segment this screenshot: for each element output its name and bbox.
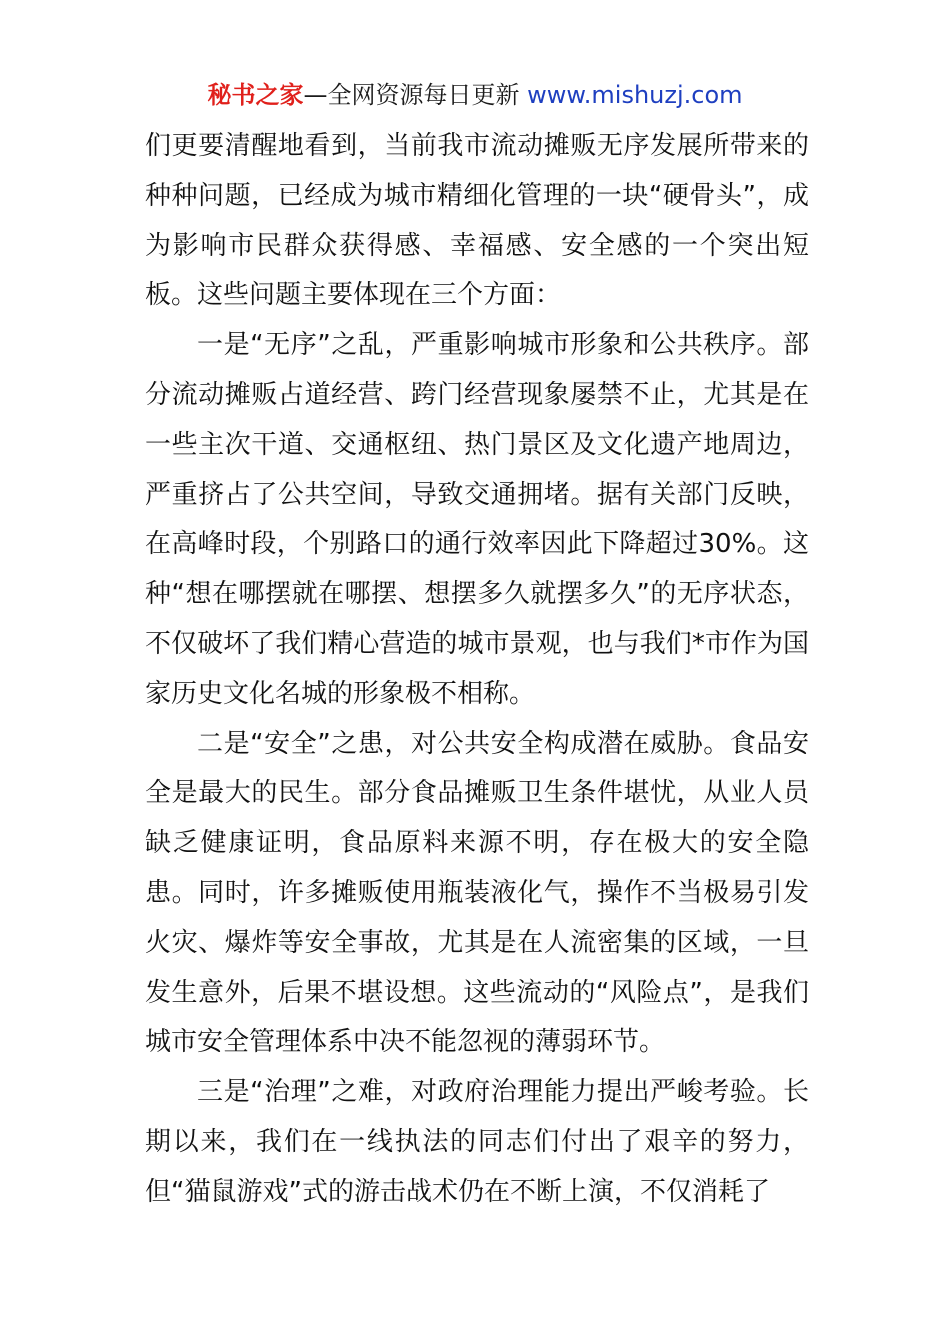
watermark-header xyxy=(0,78,950,112)
document-body xyxy=(145,122,809,1218)
paragraph-intro: 们更要清醒地看到，当前我市流动摊贩无序发展所带来的种种问题，已经成为城市精细化管理的一块“硬骨头”，成为影响市民群众获得感、幸福感、安全感的一个突出短板。这些问题主要体现在三个方面： xyxy=(145,131,809,311)
paragraph-disorder: 一是“无序”之乱，严重影响城市形象和公共秩序。部分流动摊贩占道经营、跨门经营现象屡禁不止，尤其是在一些主次干道、交通枢纽、热门景区及文化遗产地周边，严重挤占了公共空间，导致交通拥堵。据有关部门反映，在高峰时段，个别路口的通行效率因此下降超过30%。这种“想在哪摆就在哪摆、想摆多久就摆多久”的无序状态，不仅破坏了我们精心营造的城市景观，也与我们*市作为国家历史文化名城的形象极不相称。 xyxy=(145,330,809,709)
paragraph-governance: 三是“治理”之难，对政府治理能力提出严峻考验。长期以来，我们在一线执法的同志们付出了艰辛的努力，但“猫鼠游戏”式的游击战术仍在不断上演，不仅消耗了 xyxy=(145,1077,809,1207)
header-url[interactable]: www.mishuzj.com xyxy=(527,81,743,109)
paragraph-safety: 二是“安全”之患，对公共安全构成潜在威胁。食品安全是最大的民生。部分食品摊贩卫生条件堪忧，从业人员缺乏健康证明，食品原料来源不明，存在极大的安全隐患。同时，许多摊贩使用瓶装液化气，操作不当极易引发火灾、爆炸等安全事故，尤其是在人流密集的区域，一旦发生意外，后果不堪设想。这些流动的“风险点”，是我们城市安全管理体系中决不能忽视的薄弱环节。 xyxy=(145,728,809,1058)
header-brand: 秘书之家 xyxy=(207,81,304,109)
header-slogan: —全网资源每日更新 xyxy=(303,81,520,109)
